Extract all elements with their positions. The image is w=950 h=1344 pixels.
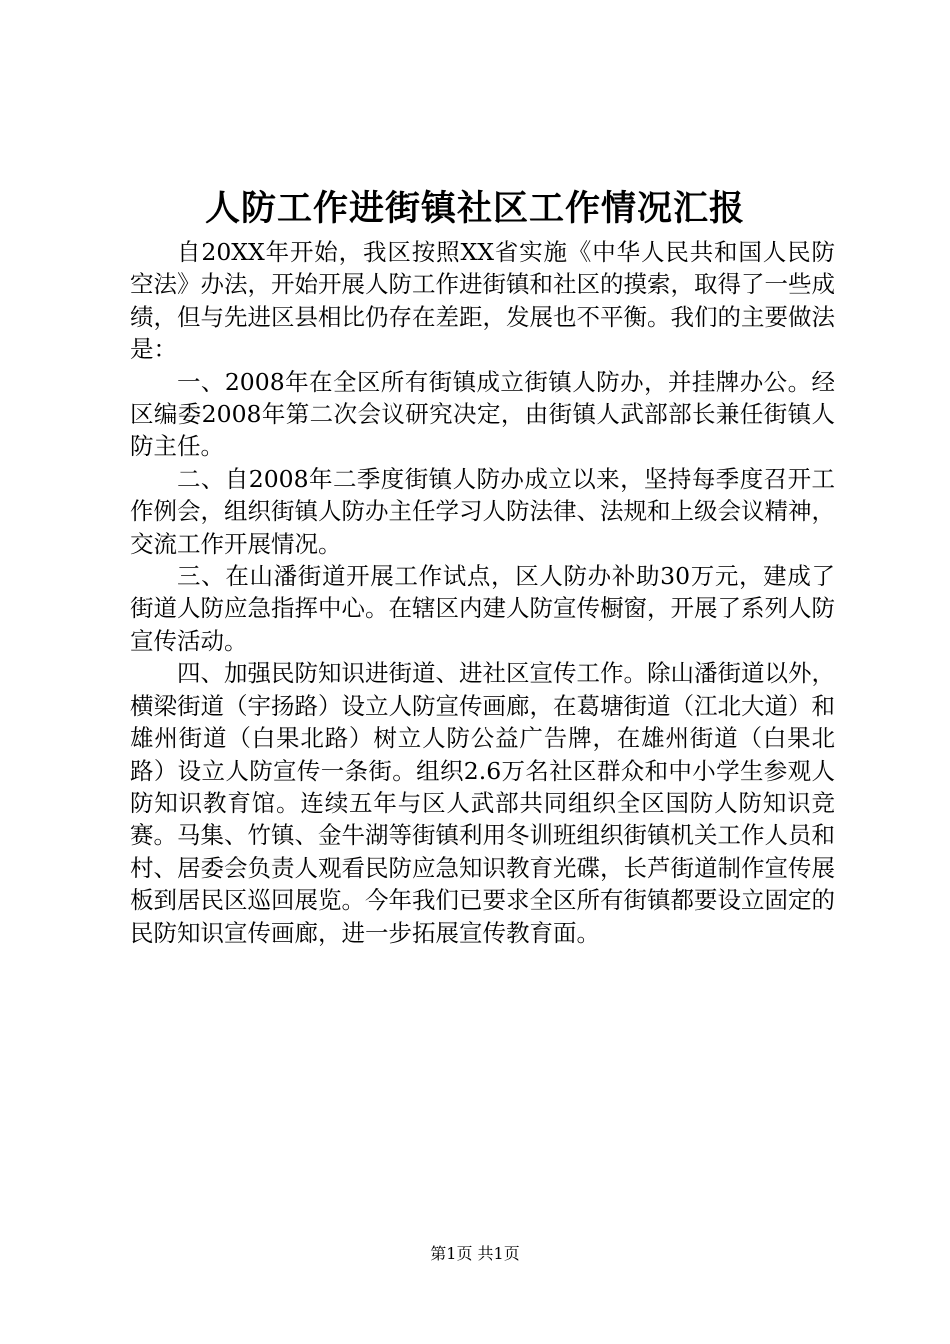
paragraph-item-4: 四、加强民防知识进街道、进社区宣传工作。除山潘街道以外，横梁街道（宇扬路）设立人防宣传画廊，在葛塘街道（江北大道）和雄州街道（白果北路）树立人防公益广告牌，在雄州街道（白果北路）设立人防宣传一条街。组织2.6万名社区群众和中小学生参观人防知识教育馆。连续五年与区人武部共同组织全区国防人防知识竞赛。马集、竹镇、金牛湖等街镇利用冬训班组织街镇机关工作人员和村、居委会负责人观看民防应急知识教育光碟，长芦街道制作宣传展板到居民区巡回展览。今年我们已要求全区所有街镇都要设立固定的民防知识宣传画廊，进一步拓展宣传教育面。 xyxy=(130,659,835,947)
document-title: 人防工作进街镇社区工作情况汇报 xyxy=(204,188,745,229)
paragraph-item-3: 三、在山潘街道开展工作试点，区人防办补助30万元，建成了街道人防应急指挥中心。在辖区内建人防宣传橱窗，开展了系列人防宣传活动。 xyxy=(130,562,835,655)
paragraph-item-1: 一、2008年在全区所有街镇成立街镇人防办，并挂牌办公。经区编委2008年第二次会议研究决定，由街镇人武部部长兼任街镇人防主任。 xyxy=(130,367,835,461)
paragraph-intro: 自20XX年开始，我区按照XX省实施《中华人民共和国人民防空法》办法，开始开展人防工作进街镇和社区的摸索，取得了一些成绩，但与先进区县相比仍存在差距，发展也不平衡。我们的主要做法是： xyxy=(130,238,835,364)
document-body xyxy=(130,236,835,949)
page-number-footer: 第1页 共1页 xyxy=(430,1244,520,1263)
paragraph-item-2: 二、自2008年二季度街镇人防办成立以来，坚持每季度召开工作例会，组织街镇人防办主任学习人防法律、法规和上级会议精神，交流工作开展情况。 xyxy=(130,464,835,558)
